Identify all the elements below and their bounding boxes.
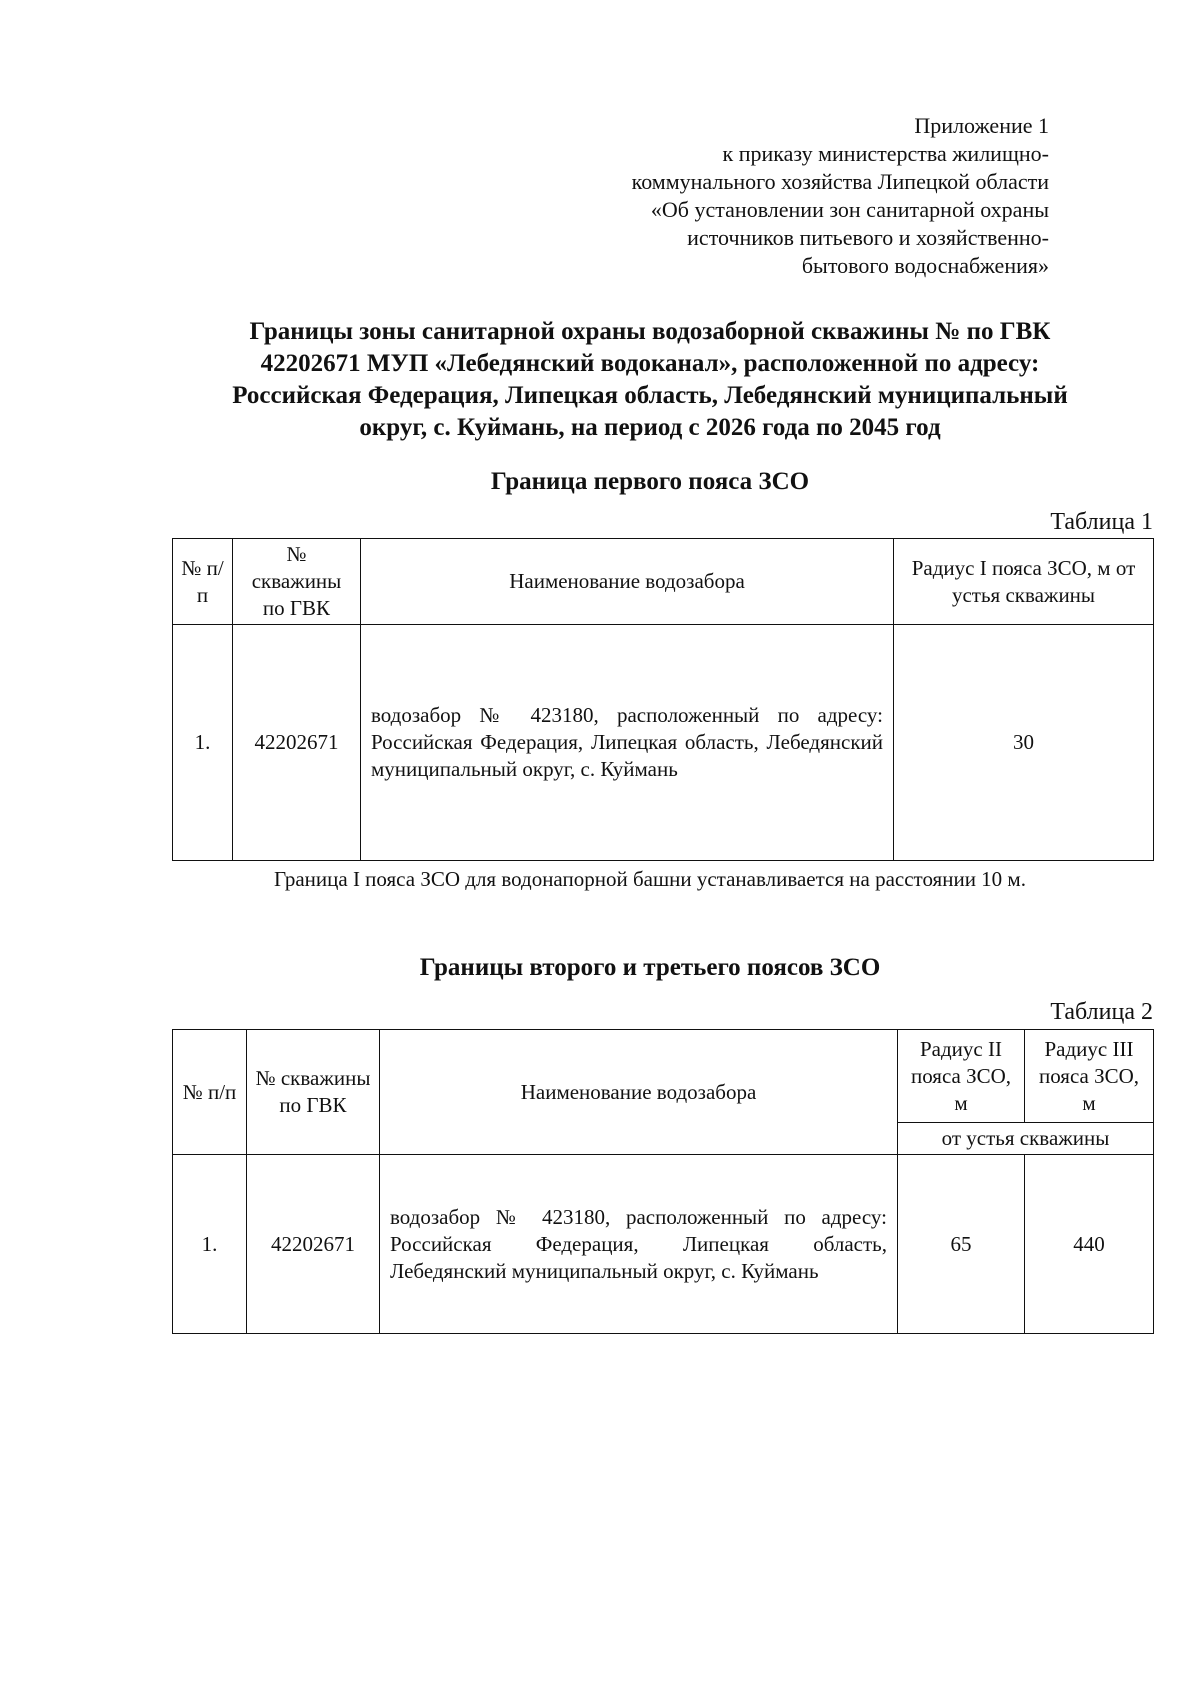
cell-num: 1.	[173, 625, 233, 861]
title-line: 42202671 МУП «Лебедянский водоканал», расположенной по адресу:	[260, 350, 1040, 377]
appendix-line: к приказу министерства жилищно-	[722, 141, 1049, 166]
title-line: округ, с. Куймань, на период с 2026 года по 2045 год	[359, 414, 941, 441]
title-line: Границы зоны санитарной охраны водозаборной скважины № по ГВК	[249, 318, 1051, 345]
cell-name: водозабор № 423180, расположенный по адресу: Российская Федерация, Липецкая область, Лебедянский муниципальный округ, с. Куймань	[361, 625, 894, 861]
cell-radius2: 65	[898, 1155, 1025, 1334]
header-radius2: Радиус II пояса ЗСО, м	[898, 1030, 1025, 1123]
appendix-line: бытового водоснабжения»	[801, 253, 1049, 278]
table2-label: Таблица 2	[1050, 999, 1153, 1025]
appendix-line: «Об установлении зон санитарной охраны	[650, 197, 1049, 222]
header-num: № п/п	[173, 1030, 247, 1155]
header-radius3: Радиус III пояса ЗСО, м	[1025, 1030, 1154, 1123]
header-well: № скважины по ГВК	[247, 1030, 380, 1155]
table1-note: Граница I пояса ЗСО для водонапорной башни устанавливается на расстоянии 10 м.	[274, 867, 1026, 891]
header-name: Наименование водозабора	[361, 539, 894, 625]
cell-well: 42202671	[247, 1155, 380, 1334]
header-radius: Радиус I пояса ЗСО, м от устья скважины	[894, 539, 1154, 625]
table-2	[172, 1029, 1154, 1334]
table1-header-row	[173, 539, 1154, 625]
cell-name: водозабор № 423180, расположенный по адресу: Российская Федерация, Липецкая область, Лебедянский муниципальный округ, с. Куймань	[380, 1155, 898, 1334]
table-row	[173, 1155, 1154, 1334]
header-from: от устья скважины	[898, 1123, 1154, 1155]
document-title	[160, 316, 1140, 444]
table-row	[173, 625, 1154, 861]
title-line: Российская Федерация, Липецкая область, Лебедянский муниципальный	[232, 382, 1068, 409]
table1-label: Таблица 1	[1050, 509, 1153, 535]
appendix-line: коммунального хозяйства Липецкой области	[631, 169, 1049, 194]
cell-radius: 30	[894, 625, 1154, 861]
cell-num: 1.	[173, 1155, 247, 1334]
header-name: Наименование водозабора	[380, 1030, 898, 1155]
cell-radius3: 440	[1025, 1155, 1154, 1334]
appendix-line: источников питьевого и хозяйственно-	[687, 225, 1049, 250]
section1-heading: Граница первого пояса ЗСО	[490, 468, 810, 495]
header-num: № п/п	[173, 539, 233, 625]
appendix-block	[632, 112, 1049, 280]
section2-heading: Границы второго и третьего поясов ЗСО	[419, 954, 881, 981]
appendix-line: Приложение 1	[914, 113, 1049, 138]
table2-header-row	[173, 1030, 1154, 1123]
table-1	[172, 538, 1154, 861]
cell-well: 42202671	[233, 625, 361, 861]
header-well: № скважины по ГВК	[233, 539, 361, 625]
